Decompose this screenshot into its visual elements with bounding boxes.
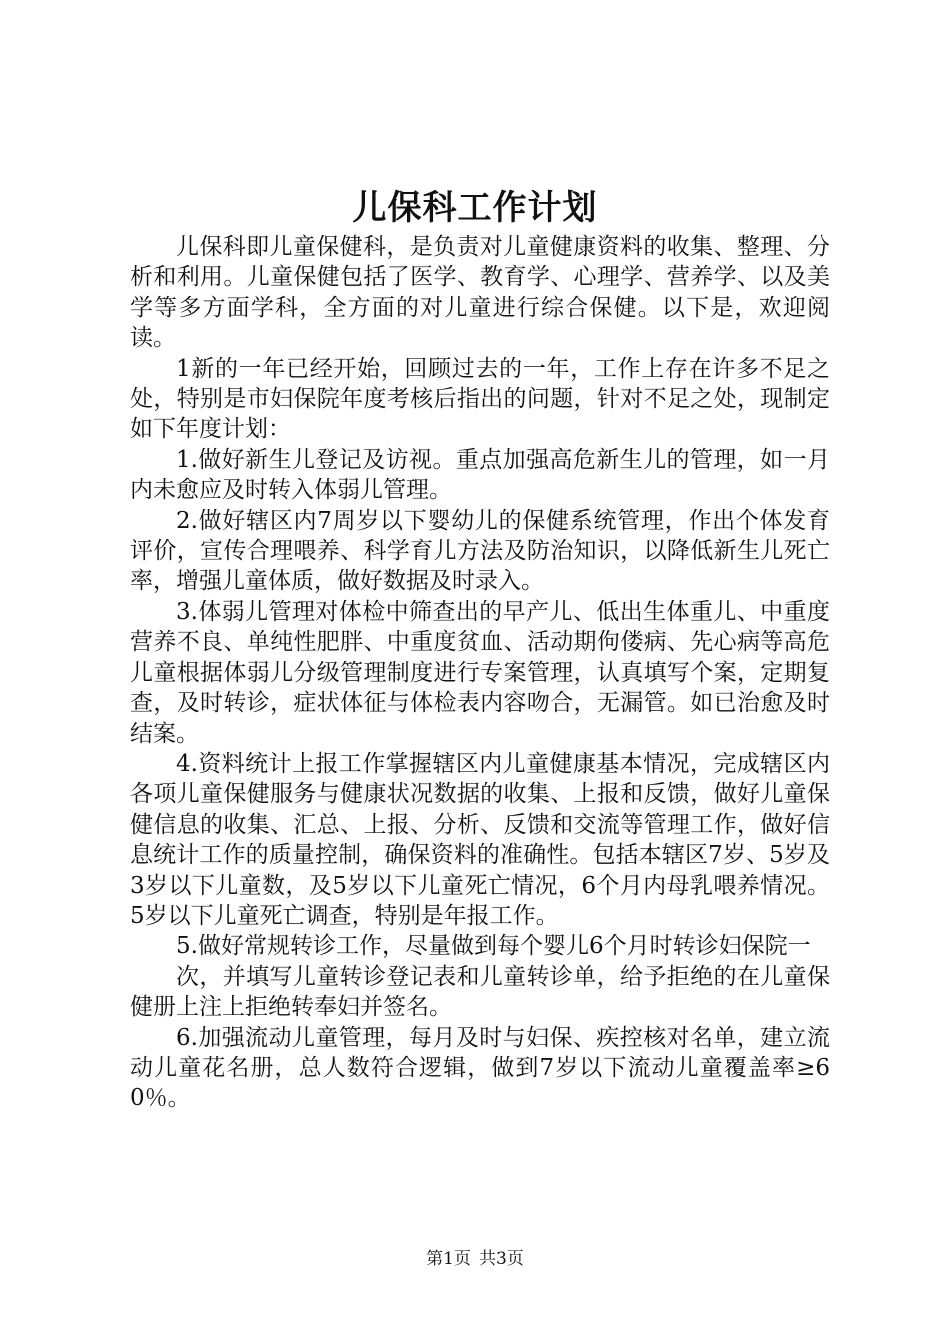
paragraph-item-6: 6.加强流动儿童管理，每月及时与妇保、疾控核对名单，建立流动儿童花名册，总人数符合逻辑，做到7岁以下流动儿童覆盖率≥60％。 bbox=[130, 1024, 830, 1112]
paragraph-preface: 1新的一年已经开始，回顾过去的一年，工作上存在许多不足之处，特别是市妇保院年度考核后指出的问题，针对不足之处，现制定如下年度计划： bbox=[130, 355, 830, 443]
paragraph-item-5: 5.做好常规转诊工作，尽量做到每个婴儿6个月时转诊妇保院一 bbox=[176, 933, 811, 960]
paragraph-item-1: 1.做好新生儿登记及访视。重点加强高危新生儿的管理，如一月内未愈应及时转入体弱儿管理。 bbox=[130, 446, 830, 504]
paragraph-item-5-continued: 次，并填写儿童转诊登记表和儿童转诊单，给予拒绝的在儿童保健册上注上拒绝转奉妇并签名。 bbox=[130, 963, 830, 1021]
document-body bbox=[130, 232, 830, 1114]
page-total: 共3页 bbox=[479, 1249, 524, 1269]
paragraph-item-4: 4.资料统计上报工作掌握辖区内儿童健康基本情况，完成辖区内各项儿童保健服务与健康状况数据的收集、上报和反馈，做好儿童保健信息的收集、汇总、上报、分析、反馈和交流等管理工作，做好信息统计工作的质量控制，确保资料的准确性。包括本辖区7岁、5岁及3岁以下儿童数，及5岁以下儿童死亡情况，6个月内母乳喂养情况。5岁以下儿童死亡调查，特别是年报工作。 bbox=[130, 750, 830, 929]
paragraph-intro: 儿保科即儿童保健科，是负责对儿童健康资料的收集、整理、分析和利用。儿童保健包括了医学、教育学、心理学、营养学、以及美学等多方面学科，全方面的对儿童进行综合保健。以下是，欢迎阅读。 bbox=[130, 234, 830, 352]
document-title: 儿保科工作计划 bbox=[352, 188, 598, 228]
page-footer bbox=[0, 1244, 950, 1269]
paragraph-item-3: 3.体弱儿管理对体检中筛查出的早产儿、低出生体重儿、中重度营养不良、单纯性肥胖、中重度贫血、活动期佝偻病、先心病等高危儿童根据体弱儿分级管理制度进行专案管理，认真填写个案，定期复查，及时转诊，症状体征与体检表内容吻合，无漏管。如已治愈及时结案。 bbox=[130, 598, 830, 747]
paragraph-item-2: 2.做好辖区内7周岁以下婴幼儿的保健系统管理，作出个体发育评价，宣传合理喂养、科学育儿方法及防治知识，以降低新生儿死亡率，增强儿童体质，做好数据及时录入。 bbox=[130, 507, 830, 595]
page-number: 第1页 bbox=[426, 1249, 471, 1269]
